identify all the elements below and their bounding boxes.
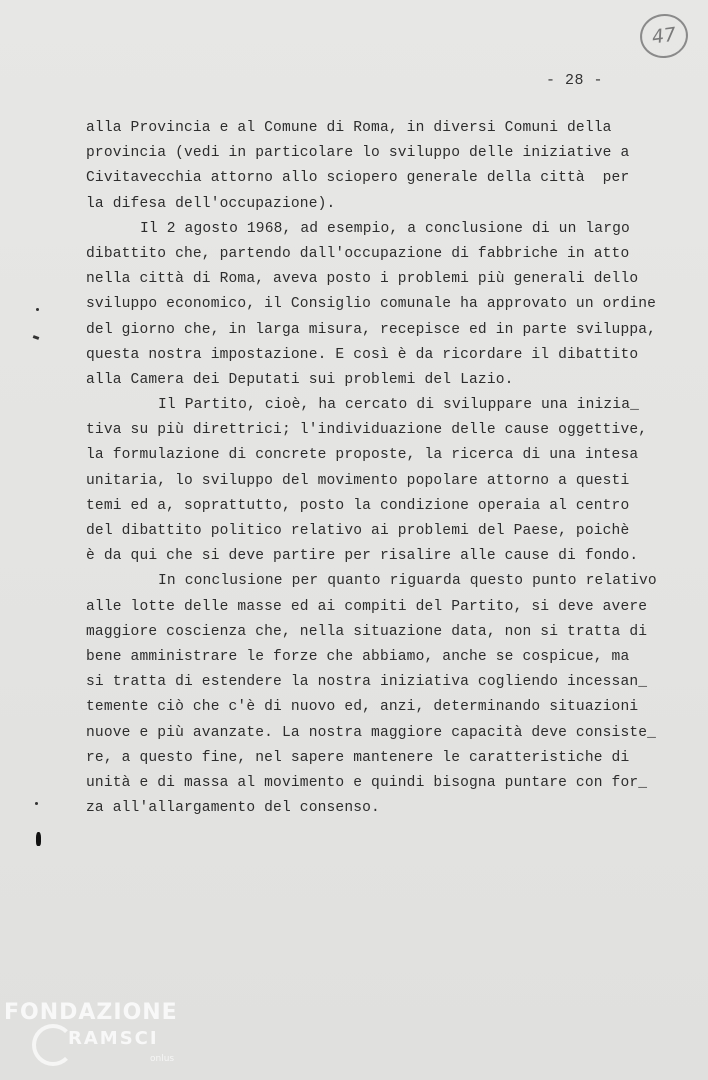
text-line: del dibattito politico relativo ai problemi del Paese, poichè <box>86 523 630 539</box>
watermark-line-1: FONDAZIONE <box>4 1000 178 1025</box>
fondazione-gramsci-watermark <box>4 1000 184 1076</box>
watermark-g-logo-icon <box>32 1024 74 1066</box>
archive-number-stamp <box>637 11 691 61</box>
text-line: alla Provincia e al Comune di Roma, in diversi Comuni della <box>86 120 612 136</box>
watermark-suffix: onlus <box>150 1054 175 1064</box>
text-line: unitaria, lo sviluppo del movimento popolare attorno a questi <box>86 472 630 489</box>
text-line: nuove e più avanzate. La nostra maggiore capacità deve consiste_ <box>86 724 657 741</box>
text-line: questa nostra impostazione. E così è da ricordare il dibattito <box>86 346 639 363</box>
text-line: Civitavecchia attorno allo sciopero generale della città per <box>86 170 630 187</box>
text-line: unità e di massa al movimento e quindi bisogna puntare con for_ <box>86 774 648 791</box>
text-line: provincia (vedi in particolare lo sviluppo delle iniziative a <box>86 145 630 162</box>
margin-mark <box>33 335 40 340</box>
text-line: bene amministrare le forze che abbiamo, anche se cospicue, ma <box>86 648 630 665</box>
text-line: temi ed a, soprattutto, posto la condizione operaia al centro <box>86 497 630 514</box>
margin-mark <box>35 802 38 805</box>
archive-number: 47 <box>650 23 678 49</box>
text-line: la formulazione di concrete proposte, la ricerca di una intesa <box>86 447 639 464</box>
text-line: la difesa dell'occupazione). <box>86 195 336 212</box>
text-line: sviluppo economico, il Consiglio comunale ha approvato un ordine <box>86 296 657 313</box>
paragraph-start-line: Il Partito, cioè, ha cercato di sviluppare una inizia_ <box>158 397 640 414</box>
typewritten-body <box>86 116 657 821</box>
margin-mark <box>36 308 39 311</box>
watermark-line-2: RAMSCI <box>68 1028 159 1049</box>
text-line: maggiore coscienza che, nella situazione data, non si tratta di <box>86 623 648 640</box>
text-line: za all'allargamento del consenso. <box>86 800 380 817</box>
text-line: alle lotte delle masse ed ai compiti del Partito, si deve avere <box>86 598 648 615</box>
text-line: re, a questo fine, nel sapere mantenere le caratteristiche di <box>86 749 630 766</box>
text-line: si tratta di estendere la nostra iniziativa cogliendo incessan_ <box>86 674 648 691</box>
text-line: del giorno che, in larga misura, recepisce ed in parte sviluppa, <box>86 321 657 338</box>
paragraph-start-line: Il 2 agosto 1968, ad esempio, a conclusione di un largo <box>140 220 630 237</box>
text-line: è da qui che si deve partire per risalire alle cause di fondo. <box>86 548 639 565</box>
paragraph-start-line: In conclusione per quanto riguarda questo punto relativo <box>158 573 657 590</box>
text-line: dibattito che, partendo dall'occupazione di fabbriche in atto <box>86 245 630 262</box>
text-line: nella città di Roma, aveva posto i problemi più generali dello <box>86 271 639 288</box>
text-line: alla Camera dei Deputati sui problemi del Lazio. <box>86 371 514 388</box>
text-line: temente ciò che c'è di nuovo ed, anzi, determinando situazioni <box>86 699 639 716</box>
text-line: tiva su più direttrici; l'individuazione delle cause oggettive, <box>86 422 648 439</box>
margin-mark <box>36 832 41 846</box>
page-number: - 28 - <box>546 72 604 89</box>
